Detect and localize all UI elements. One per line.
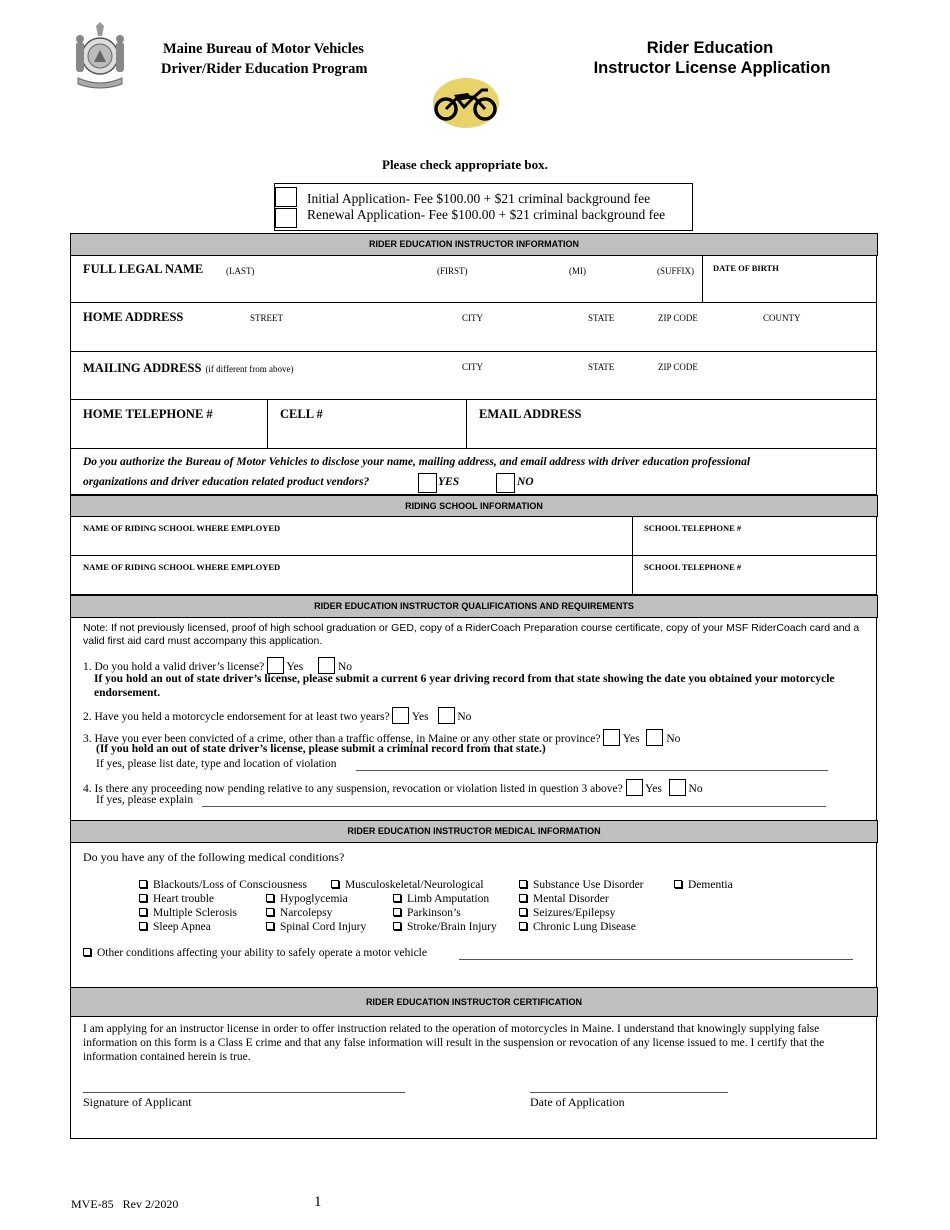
condition-item[interactable] — [674, 878, 733, 892]
q1-yes-label: Yes — [286, 661, 304, 673]
checkbox-icon — [393, 894, 401, 902]
condition-label: Spinal Cord Injury — [280, 921, 367, 933]
condition-label: Limb Amputation — [407, 893, 490, 905]
mailing-address-row — [83, 359, 293, 377]
checkbox-icon — [519, 894, 527, 902]
divider — [70, 399, 877, 400]
mailing-address-note: (if different from above) — [205, 364, 294, 374]
full-legal-name-label: FULL LEGAL NAME — [83, 262, 204, 276]
q4-yes-label: Yes — [645, 783, 662, 795]
authorize-yes-label: YES — [438, 476, 460, 488]
checkbox-icon — [266, 894, 274, 902]
page-number: 1 — [314, 1194, 322, 1210]
dob-label: DATE OF BIRTH — [713, 263, 779, 273]
qualifications-note: Note: If not previously licensed, proof of high school graduation or GED, copy of a RiderCoach Preparation course certificate, copy of your MSF RiderCoach card and a valid first aid card must accompany this application. — [83, 622, 860, 647]
section-school-info: RIDING SCHOOL INFORMATION — [70, 495, 878, 517]
divider — [70, 302, 877, 303]
maine-state-seal-icon — [68, 22, 132, 90]
initial-application-label: Initial Application- Fee $100.00 + $21 criminal background fee — [307, 191, 651, 206]
home-address-label: HOME ADDRESS — [83, 310, 184, 324]
condition-item[interactable] — [393, 920, 497, 934]
q3-no-checkbox[interactable] — [646, 729, 663, 746]
condition-label: Dementia — [688, 879, 733, 891]
q3-yes-checkbox[interactable] — [603, 729, 620, 746]
q2-yes-label: Yes — [411, 711, 429, 723]
phone-divider — [267, 399, 268, 448]
authorize-yes-checkbox[interactable] — [418, 473, 437, 493]
mailing-city-label: CITY — [462, 362, 483, 372]
checkbox-icon — [393, 922, 401, 930]
section-medical: RIDER EDUCATION INSTRUCTOR MEDICAL INFORMATION — [70, 820, 878, 843]
signature-line[interactable] — [83, 1080, 405, 1093]
divider — [70, 448, 877, 449]
q3-followup: If yes, please list date, type and location of violation — [96, 758, 337, 770]
condition-label: Blackouts/Loss of Consciousness — [153, 879, 307, 891]
condition-label: Mental Disorder — [533, 893, 609, 905]
mailing-state-label: STATE — [588, 362, 615, 372]
signature-label: Signature of Applicant — [83, 1095, 192, 1109]
suffix-label: (SUFFIX) — [657, 266, 695, 276]
medical-col-2-first — [331, 878, 484, 892]
form-id: MVE-85 Rev 2/2020 — [71, 1197, 179, 1211]
renewal-application-checkbox[interactable] — [275, 208, 297, 228]
q4-answer-line[interactable] — [202, 794, 826, 807]
section-instructor-info: RIDER EDUCATION INSTRUCTOR INFORMATION — [70, 233, 878, 256]
initial-application-checkbox[interactable] — [275, 187, 297, 207]
condition-item[interactable] — [519, 906, 644, 920]
cell-label: CELL # — [280, 407, 323, 421]
q3-answer-line[interactable] — [356, 758, 828, 771]
q4-text: 4. Is there any proceeding now pending relative to any suspension, revocation or violation listed in question 3 above? — [83, 783, 623, 795]
condition-label: Multiple Sclerosis — [153, 907, 238, 919]
q3-yes-label: Yes — [622, 733, 640, 745]
date-line[interactable] — [530, 1080, 728, 1093]
motorcycle-icon — [430, 76, 502, 130]
condition-label: Chronic Lung Disease — [533, 921, 636, 933]
condition-label: Narcolepsy — [280, 907, 333, 919]
zip-label: ZIP CODE — [658, 313, 698, 323]
condition-label: Hypoglycemia — [280, 893, 348, 905]
medical-col-5 — [674, 878, 733, 892]
middle-initial-label: (MI) — [569, 266, 586, 276]
condition-item[interactable] — [393, 892, 497, 906]
other-condition-item[interactable] — [83, 947, 427, 959]
check-box-prompt: Please check appropriate box. — [382, 157, 548, 172]
condition-item[interactable] — [266, 920, 366, 934]
medical-prompt: Do you have any of the following medical conditions? — [83, 850, 345, 864]
section-qualifications: RIDER EDUCATION INSTRUCTOR QUALIFICATIONS AND REQUIREMENTS — [70, 595, 878, 618]
medical-col-3 — [393, 892, 497, 934]
q1-no-label: No — [338, 661, 353, 673]
title-line-2: Instructor License Application — [593, 59, 831, 77]
renewal-application-label: Renewal Application- Fee $100.00 + $21 criminal background fee — [307, 207, 666, 222]
authorize-line-1: Do you authorize the Bureau of Motor Vehicles to disclose your name, mailing address, and email address with driver education professional — [83, 456, 751, 468]
certification-statement: I am applying for an instructor license in order to offer instruction related to the operation of motorcycles in Maine. I understand that knowingly supplying false information on this form is a Class E crime and that any false information will result in the suspension or revocation of any license issued to me. I certify that the information contained herein is true. — [83, 1023, 825, 1063]
checkbox-icon — [139, 908, 147, 916]
q4-followup: If yes, please explain — [96, 794, 194, 806]
condition-item[interactable] — [331, 878, 484, 892]
mailing-zip-label: ZIP CODE — [658, 362, 698, 372]
medical-col-4 — [519, 878, 644, 934]
agency-line-1: Maine Bureau of Motor Vehicles — [163, 41, 364, 57]
q2-text: 2. Have you held a motorcycle endorsement for at least two years? — [83, 711, 390, 723]
condition-item[interactable] — [266, 892, 366, 906]
checkbox-icon — [139, 894, 147, 902]
condition-item[interactable] — [266, 906, 366, 920]
q2-no-label: No — [457, 711, 472, 723]
checkbox-icon — [83, 948, 91, 956]
title-line-1: Rider Education — [646, 39, 774, 57]
school-name-label-1: NAME OF RIDING SCHOOL WHERE EMPLOYED — [83, 523, 281, 533]
condition-label: Sleep Apnea — [153, 921, 211, 933]
checkbox-icon — [519, 908, 527, 916]
mailing-address-label: MAILING ADDRESS — [83, 361, 202, 375]
email-label: EMAIL ADDRESS — [479, 407, 582, 421]
first-name-label: (FIRST) — [437, 266, 468, 276]
school-phone-label-2: SCHOOL TELEPHONE # — [644, 562, 742, 572]
condition-item[interactable] — [393, 906, 497, 920]
checkbox-icon — [266, 908, 274, 916]
email-divider — [466, 399, 467, 448]
home-phone-label: HOME TELEPHONE # — [83, 407, 213, 421]
checkbox-icon — [393, 908, 401, 916]
last-name-label: (LAST) — [226, 266, 255, 276]
condition-label: Musculoskeletal/Neurological — [345, 879, 484, 891]
q2-line — [83, 707, 471, 724]
date-label: Date of Application — [530, 1095, 625, 1109]
county-label: COUNTY — [763, 313, 801, 323]
authorize-no-checkbox[interactable] — [496, 473, 515, 493]
divider — [70, 351, 877, 352]
q2-yes-checkbox[interactable] — [392, 707, 409, 724]
other-condition-line[interactable] — [459, 947, 853, 960]
divider — [70, 555, 877, 556]
condition-item[interactable] — [519, 892, 644, 906]
application-type-box — [274, 183, 693, 231]
q1-bold-note: If you hold an out of state driver’s license, please submit a current 6 year driving record from that state showing the date you obtained your motorcycle endorsement. — [94, 673, 835, 699]
maine-seal — [68, 22, 132, 90]
city-label: CITY — [462, 313, 483, 323]
q3-no-label: No — [666, 733, 681, 745]
school-name-label-2: NAME OF RIDING SCHOOL WHERE EMPLOYED — [83, 562, 281, 572]
condition-item[interactable] — [519, 878, 644, 892]
checkbox-icon — [519, 880, 527, 888]
authorize-line-2: organizations and driver education related product vendors? — [83, 476, 370, 488]
q3-text: 3. Have you ever been convicted of a crime, other than a traffic offense, in Maine or any other state or province? — [83, 733, 601, 745]
checkbox-icon — [519, 922, 527, 930]
condition-item[interactable] — [519, 920, 644, 934]
authorize-no-label: NO — [517, 476, 534, 488]
section-certification: RIDER EDUCATION INSTRUCTOR CERTIFICATION — [70, 987, 878, 1017]
checkbox-icon — [266, 922, 274, 930]
condition-item[interactable] — [139, 878, 307, 892]
q2-no-checkbox[interactable] — [438, 707, 455, 724]
condition-label: Stroke/Brain Injury — [407, 921, 497, 933]
condition-label: Parkinson’s — [407, 907, 461, 919]
q1-text: 1. Do you hold a valid driver’s license? — [83, 661, 265, 673]
q3-bold-note: (If you hold an out of state driver’s license, please submit a criminal record from that state.) — [96, 743, 546, 755]
condition-label: Substance Use Disorder — [533, 879, 644, 891]
checkbox-icon — [139, 922, 147, 930]
medical-col-2 — [266, 892, 366, 934]
other-condition-label: Other conditions affecting your ability to safely operate a motor vehicle — [97, 947, 427, 959]
school-phone-label-1: SCHOOL TELEPHONE # — [644, 523, 742, 533]
street-label: STREET — [250, 313, 283, 323]
checkbox-icon — [139, 880, 147, 888]
q4-no-label: No — [688, 783, 703, 795]
state-label: STATE — [588, 313, 615, 323]
agency-line-2: Driver/Rider Education Program — [161, 61, 368, 77]
checkbox-icon — [674, 880, 682, 888]
condition-label: Seizures/Epilepsy — [533, 907, 616, 919]
checkbox-icon — [331, 880, 339, 888]
condition-label: Heart trouble — [153, 893, 214, 905]
motorcycle-graphic — [430, 76, 502, 130]
